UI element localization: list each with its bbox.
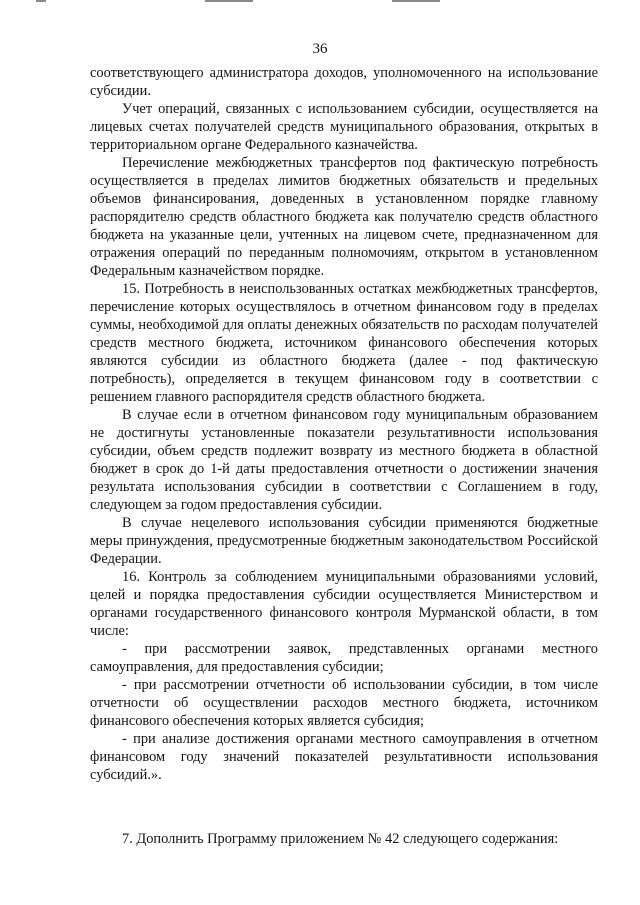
scan-edge-mark <box>392 0 440 2</box>
document-body <box>90 64 598 784</box>
paragraph-misuse: В случае нецелевого использования субсидии применяются бюджетные меры принуждения, предусмотренные бюджетным законодательством Российской Федерации. <box>90 515 598 567</box>
paragraph-transfer: Перечисление межбюджетных трансфертов под фактическую потребность осуществляется в пределах лимитов бюджетных обязательств и предельных объемов финансирования, доведенных в установленном порядке главному распорядителю средств областного бюджета как получателю средств областного бюджета на указанные цели, учтенных на лицевом счете, предназначенном для отражения операций по переданным полномочиям, открытом в установленном Федеральным казначейством порядке. <box>90 155 598 279</box>
scan-edge-mark <box>36 0 46 2</box>
paragraph-refund: В случае если в отчетном финансовом году муниципальным образованием не достигнуты установленные показатели результативности использования субсидии, объем средств подлежит возврату из местного бюджета в областной бюджет в срок до 1-й даты предоставления отчетности о достижении значения результата использования субсидии в соответствии с Соглашением в году, следующем за годом предоставления субсидии. <box>90 407 598 513</box>
list-item-reporting: - при рассмотрении отчетности об использовании субсидии, в том числе отчетности об осуществлении расходов местного бюджета, источником финансового обеспечения которых является субсидия; <box>90 677 598 729</box>
paragraph-item-15: 15. Потребность в неиспользованных остатках межбюджетных трансфертов, перечисление которых осуществлялось в отчетном финансовом году в пределах суммы, необходимой для оплаты денежных обязательств по расходам получателей средств местного бюджета, источником финансового обеспечения которых являются субсидии из областного бюджета (далее - под фактическую потребность), определяется в текущем финансовом году в соответствии с решением главного распорядителя средств областного бюджета. <box>90 281 598 405</box>
paragraph-item-7: 7. Дополнить Программу приложением № 42 следующего содержания: <box>122 831 559 847</box>
scan-edge-mark <box>205 0 253 2</box>
page-number: 36 <box>312 41 328 57</box>
list-item-indicators: - при анализе достижения органами местного самоуправления в отчетном финансовом году значений показателей результативности использования субсидий.». <box>90 731 598 783</box>
paragraph-continuation: соответствующего администратора доходов, уполномоченного на использование субсидии. <box>90 65 598 99</box>
list-item-applications: - при рассмотрении заявок, представленных органами местного самоуправления, для предоставления субсидии; <box>90 641 598 675</box>
paragraph-item-16: 16. Контроль за соблюдением муниципальными образованиями условий, целей и порядка предоставления субсидии осуществляется Министерством и органами государственного финансового контроля Мурманской области, в том числе: <box>90 569 598 639</box>
paragraph-accounting: Учет операций, связанных с использованием субсидии, осуществляется на лицевых счетах получателей средств муниципального образования, открытых в территориальном органе Федерального казначейства. <box>90 101 598 153</box>
